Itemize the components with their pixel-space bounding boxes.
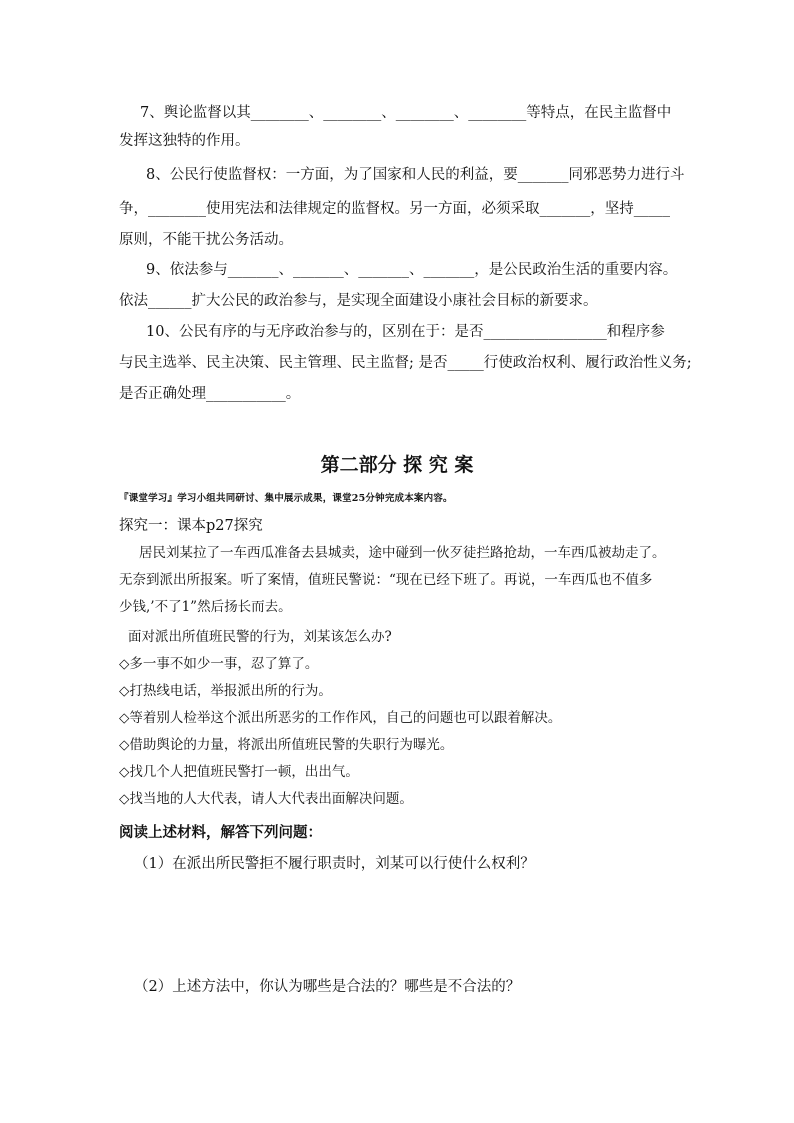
question-9-line-1: 9、依法参与_______、_______、_______、_______，是公民政治生活的重要内容。 — [146, 262, 678, 278]
question-8-line-3: 原则，不能干扰公务活动。 — [119, 232, 293, 248]
question-prompt: 面对派出所值班民警的行为，刘某该怎么办? — [128, 629, 392, 645]
option-item: ◇等着别人检举这个派出所恶劣的工作作风，自己的问题也可以跟着解决。 — [119, 710, 562, 726]
question-8-line-1: 8、公民行使监督权：一方面，为了国家和人民的利益，要_______同邪恶势力进行斗 — [146, 167, 685, 183]
option-item: ◇找当地的人大代表，请人大代表出面解决问题。 — [119, 791, 413, 807]
question-9-line-2: 依法______扩大公民的政治参与，是实现全面建设小康社会目标的新要求。 — [119, 293, 598, 309]
question-10-line-2: 与民主选举、民主决策、民主管理、民主监督; 是否_____行使政治权利、履行政治性义务; — [119, 355, 692, 371]
sub-question-1: （1）在派出所民警拒不履行职责时，刘某可以行使什么权利？ — [134, 856, 535, 872]
class-note: 『课堂学习』学习小组共同研讨、集中展示成果，课堂25分钟完成本案内容。 — [119, 493, 453, 504]
story-line-2: 无奈到派出所报案。听了案情，值班民警说：“现在已经下班了。再说，一车西瓜也不值多 — [119, 572, 653, 588]
question-7-line-2: 发挥这独特的作用。 — [119, 133, 250, 149]
explore-heading: 探究一：课本p27探究 — [119, 518, 263, 534]
option-item: ◇借助舆论的力量，将派出所值班民警的失职行为曝光。 — [119, 737, 454, 753]
question-8-line-2: 争，________使用宪法和法律规定的监督权。另一方面，必须采取_______，坚持_____ — [119, 201, 670, 217]
option-item: ◇找几个人把值班民警打一顿，出出气。 — [119, 764, 359, 780]
section-title: 第二部分 探 究 案 — [320, 454, 474, 476]
question-7-line-1: 7、舆论监督以其________、________、________、________等特点，在民主监督中 — [140, 105, 672, 121]
story-line-1: 居民刘某拉了一车西瓜准备去县城卖，途中碰到一伙歹徒拦路抢劫，一车西瓜被劫走了。 — [139, 545, 666, 561]
sub-question-2: （2）上述方法中，你认为哪些是合法的？哪些是不合法的？ — [134, 979, 521, 995]
question-10-line-1: 10、公民有序的与无序政治参与的，区别在于：是否_________________和程序参 — [146, 324, 665, 340]
option-item: ◇打热线电话，举报派出所的行为。 — [119, 683, 332, 699]
option-item: ◇多一事不如少一事，忍了算了。 — [119, 656, 319, 672]
read-heading: 阅读上述材料，解答下列问题： — [119, 825, 322, 841]
question-10-line-3: 是否正确处理___________。 — [119, 386, 301, 402]
story-line-3: 少钱,’不了1”然后扬长而去。 — [119, 599, 292, 615]
